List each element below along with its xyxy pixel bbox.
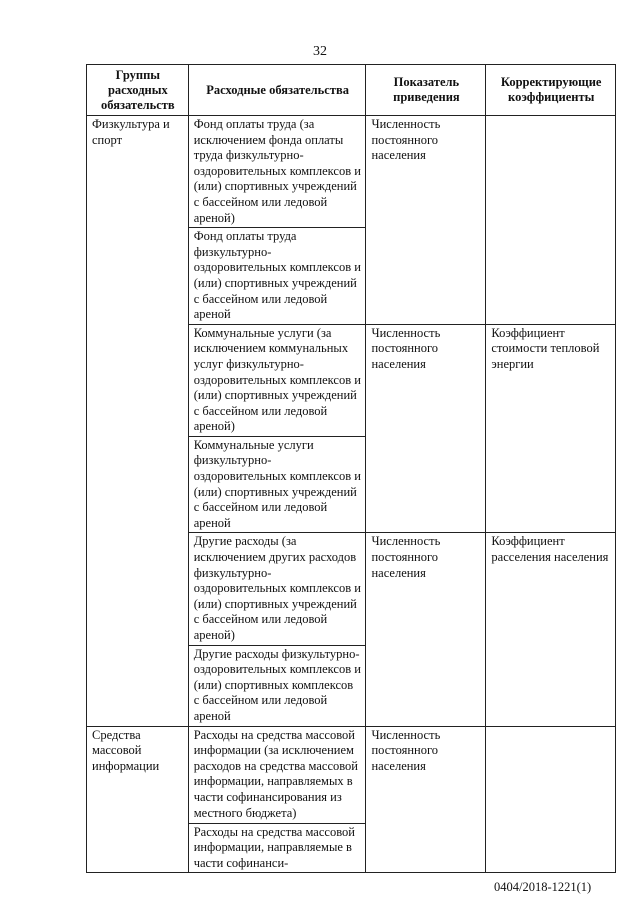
header-coefficients: Корректирующие коэффициенты bbox=[486, 65, 616, 116]
coefficient-cell: Коэффициент стоимости тепловой энергии bbox=[486, 324, 616, 533]
obligation-cell: Фонд оплаты труда физкультурно-оздоровительных комплексов и (или) спортивных учреждений с бассейном или ледовой ареной bbox=[188, 228, 366, 325]
table-row bbox=[87, 726, 616, 823]
obligation-cell: Расходы на средства массовой информации (за исключением расходов на средства массовой информации, направляемых в части софинансирования из местного бюджета) bbox=[188, 726, 366, 823]
document-code: 0404/2018-1221(1) bbox=[494, 880, 592, 894]
coefficient-cell bbox=[486, 116, 616, 325]
obligation-cell: Фонд оплаты труда (за исключением фонда оплаты труда физкультурно-оздоровительных комплексов и (или) спортивных учреждений с бассейном или ледовой ареной) bbox=[188, 116, 366, 228]
expenditure-table bbox=[86, 64, 616, 873]
table-row bbox=[87, 116, 616, 228]
table-header-row bbox=[87, 65, 616, 116]
obligation-cell: Коммунальные услуги (за исключением коммунальных услуг физкультурно-оздоровительных комплексов и (или) спортивных учреждений с бассейном или ледовой ареной) bbox=[188, 324, 366, 436]
indicator-cell: Численность постоянного населения bbox=[366, 726, 486, 873]
header-indicator: Показатель приведения bbox=[366, 65, 486, 116]
coefficient-cell: Коэффициент расселения населения bbox=[486, 533, 616, 726]
header-obligations: Расходные обязательства bbox=[188, 65, 366, 116]
obligation-cell: Расходы на средства массовой информации, направляемые в части софинанси- bbox=[188, 823, 366, 873]
indicator-cell: Численность постоянного населения bbox=[366, 116, 486, 325]
page-number: 32 bbox=[313, 44, 327, 59]
obligation-cell: Другие расходы (за исключением других расходов физкультурно-оздоровительных комплексов и (или) спортивных учреждений с бассейном или ледовой ареной) bbox=[188, 533, 366, 645]
header-groups: Группы расходных обязательств bbox=[87, 65, 189, 116]
group-cell-media: Средства массовой информации bbox=[87, 726, 189, 873]
coefficient-cell bbox=[486, 726, 616, 873]
obligation-cell: Коммунальные услуги физкультурно-оздоровительных комплексов и (или) спортивных учреждений с бассейном или ледовой ареной bbox=[188, 436, 366, 533]
indicator-cell: Численность постоянного населения bbox=[366, 324, 486, 533]
obligation-cell: Другие расходы физкультурно-оздоровительных комплексов и (или) спортивных комплексов с бассейном или ледовой ареной bbox=[188, 645, 366, 726]
indicator-cell: Численность постоянного населения bbox=[366, 533, 486, 726]
group-cell-sport: Физкультура и спорт bbox=[87, 116, 189, 727]
